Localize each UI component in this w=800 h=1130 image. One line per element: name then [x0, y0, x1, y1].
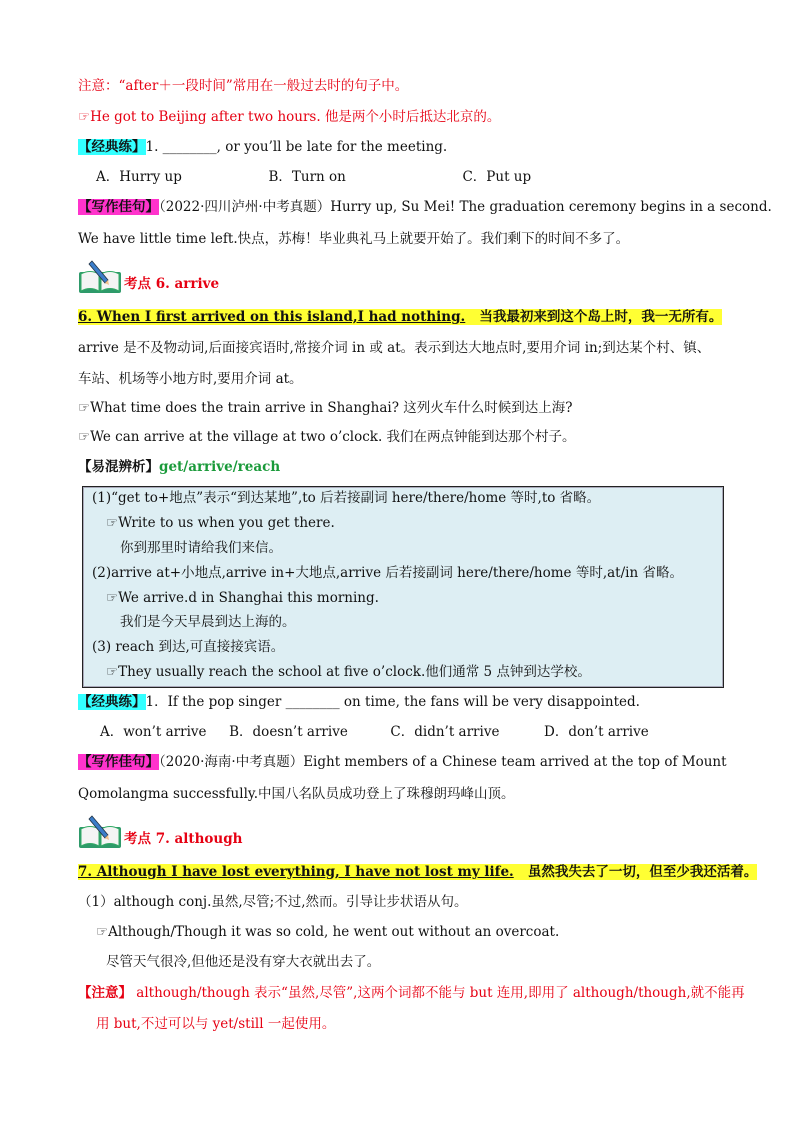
key-sentence-highlight: 7. Although I have lost everything, I have not lost my life. 虽然我失去了一切，但至少我还活着。 — [78, 864, 758, 880]
box-line: 我们是今天早晨到达上海的。 — [120, 614, 296, 630]
book-pen-icon — [78, 813, 122, 849]
box-line: (2)arrive at+小地点,arrive in+大地点,arrive 后若接副词 here/there/home 等时,at/in 省略。 — [92, 565, 683, 581]
writing-sentence — [78, 197, 772, 217]
kaodian-label: 考点 6. arrive — [124, 276, 220, 292]
key-sentence — [78, 862, 757, 882]
kaodian-header — [78, 813, 243, 849]
kaodian-header — [78, 258, 219, 294]
key-sentence — [78, 307, 722, 327]
writing-tag: 【写作佳句】 — [78, 754, 159, 770]
example-translation: 尽管天气很冷,但他还是没有穿大衣就出去了。 — [106, 954, 381, 970]
exercise-question — [78, 692, 640, 712]
exercise-tag: 【经典练】 — [78, 139, 146, 155]
note-example: ☞He got to Beijing after two hours. 他是两个小时后抵达北京的。 — [78, 109, 501, 125]
question-text: 1. ________, or you’ll be late for the meeting. — [145, 139, 448, 155]
option-c[interactable]: C．didn’t arrive — [390, 724, 500, 740]
box-line: 你到那里时请给我们来信。 — [120, 540, 282, 556]
example-sentence: ☞Although/Though it was so cold, he went out without an overcoat. — [96, 924, 560, 940]
box-line: (1)“get to+地点”表示“到达某地”,to 后若接副词 here/there/home 等时,to 省略。 — [92, 490, 601, 506]
writing-translation: We have little time left.快点，苏梅！毕业典礼马上就要开始了。我们剩下的时间不多了。 — [78, 231, 630, 247]
writing-text: （2020·海南·中考真题）Eight members of a Chinese team arrived at the top of Mount — [159, 754, 727, 770]
caution-note: 【注意】 although/though 表示“虽然,尽管”,这两个词都不能与 but 连用,即用了 although/though,就不能再 — [78, 985, 745, 1001]
writing-translation: Qomolangma successfully.中国八名队员成功登上了珠穆朗玛峰山顶。 — [78, 786, 515, 802]
option-d[interactable]: D．don’t arrive — [544, 724, 649, 740]
option-a[interactable]: A．won’t arrive — [100, 724, 207, 740]
option-b[interactable]: B．doesn’t arrive — [229, 724, 348, 740]
caution-note: 用 but,不过可以与 yet/still 一起使用。 — [96, 1016, 336, 1032]
box-line: ☞Write to us when you get there. — [106, 515, 335, 531]
explanation: 车站、机场等小地方时,要用介词 at。 — [78, 371, 303, 387]
exercise-tag: 【经典练】 — [78, 694, 146, 710]
option-b[interactable]: B．Turn on — [268, 169, 346, 185]
option-a[interactable]: A．Hurry up — [96, 169, 182, 185]
book-pen-icon — [78, 258, 122, 294]
example-sentence: ☞We can arrive at the village at two o’clock. 我们在两点钟能到达那个村子。 — [78, 429, 576, 445]
box-line: ☞We arrive.d in Shanghai this morning. — [106, 590, 379, 606]
explanation: arrive 是不及物动词,后面接宾语时,常接介词 in 或 at。表示到达大地点时,要用介词 in;到达某个村、镇、 — [78, 340, 711, 356]
note-line: 注意：“after＋一段时间”常用在一般过去时的句子中。 — [78, 78, 409, 94]
writing-tag: 【写作佳句】 — [78, 199, 159, 215]
caution-tag: 【注意】 — [78, 985, 132, 1001]
writing-text: （2022·四川泸州·中考真题）Hurry up, Su Mei! The graduation ceremony begins in a second. — [159, 199, 772, 215]
question-text: 1．If the pop singer ________ on time, the fans will be very disappointed. — [145, 694, 640, 710]
kaodian-label: 考点 7. although — [124, 831, 243, 847]
option-c[interactable]: C．Put up — [462, 169, 532, 185]
exercise-question — [78, 137, 447, 157]
usage-point: （1）although conj.虽然,尽管;不过,然而。引导让步状语从句。 — [78, 894, 468, 910]
confusion-tag: 【易混辨析】 — [78, 459, 159, 475]
box-line: (3) reach 到达,可直接接宾语。 — [92, 639, 285, 655]
exercise-options — [96, 167, 531, 187]
key-sentence-highlight: 6. When I first arrived on this island,I had nothing. 当我最初来到这个岛上时，我一无所有。 — [78, 309, 723, 325]
box-line: ☞They usually reach the school at five o’clock.他们通常 5 点钟到达学校。 — [106, 664, 591, 680]
writing-sentence — [78, 752, 727, 772]
exercise-options — [100, 722, 649, 742]
confusion-heading — [78, 457, 280, 477]
confusion-words: get/arrive/reach — [159, 459, 281, 475]
example-sentence: ☞What time does the train arrive in Shanghai? 这列火车什么时候到达上海? — [78, 400, 573, 416]
